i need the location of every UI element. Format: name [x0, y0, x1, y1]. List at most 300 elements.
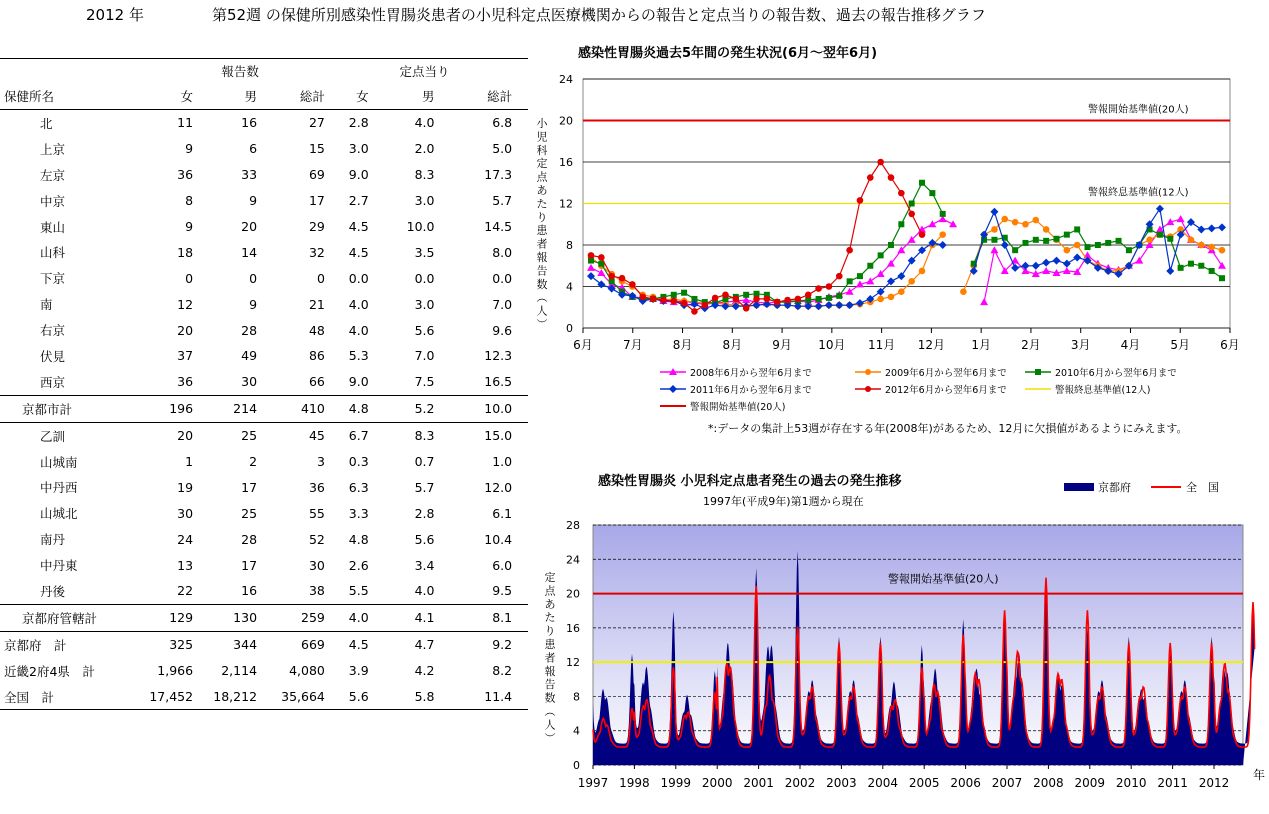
row-value: 6.7: [348, 428, 369, 444]
row-value: 86: [308, 348, 325, 364]
y-axis-label-char: 定: [544, 571, 556, 584]
y-axis-label-char: 点: [536, 170, 548, 184]
table-row: [0, 604, 528, 631]
table-row: [0, 265, 528, 291]
series-point: [909, 201, 915, 207]
series-point: [1074, 226, 1080, 232]
row-value: 2.8: [414, 505, 435, 521]
y-axis-label-char: 数: [536, 277, 548, 291]
table-row: [0, 578, 528, 604]
row-name: 北: [40, 115, 53, 131]
x-tick-label: 2005: [908, 776, 940, 790]
row-value: 17: [241, 479, 258, 495]
series-point: [939, 231, 946, 238]
series-point: [1085, 244, 1091, 250]
y-tick-label: 4: [573, 724, 580, 738]
series-point: [1095, 242, 1101, 248]
row-value: 3.5: [414, 244, 435, 260]
col-header-total: 総計: [271, 83, 331, 110]
row-value: 20: [177, 428, 194, 444]
row-value: 15.0: [484, 428, 513, 444]
chart-title: 感染性胃腸炎 小児科定点患者発生の過去の発生推移: [598, 474, 902, 489]
row-name: 西京: [40, 374, 66, 390]
series-point: [940, 211, 946, 217]
row-value: 5.5: [348, 583, 369, 599]
table-row: [0, 291, 528, 317]
table-row: [0, 317, 528, 343]
series-point: [898, 288, 905, 295]
row-name: 右京: [40, 323, 66, 339]
series-point: [671, 292, 677, 298]
x-tick-label: 1月: [971, 338, 991, 352]
series-point: [1001, 216, 1008, 223]
y-axis-label-char: 者: [544, 651, 556, 665]
table-row: [0, 214, 528, 240]
row-value: 12.3: [484, 348, 513, 364]
row-value: 196: [149, 395, 211, 422]
series-point: [919, 180, 925, 186]
row-value: 2.7: [348, 193, 369, 209]
row-value: 9: [249, 296, 258, 312]
row-value: 3.0: [414, 193, 435, 209]
row-value: 9.6: [492, 322, 513, 338]
row-value: 28: [241, 322, 258, 338]
series-point: [670, 298, 677, 305]
row-value: 18,212: [211, 684, 271, 710]
series-point: [743, 305, 750, 312]
series-point: [888, 174, 895, 181]
row-value: 13: [177, 557, 194, 573]
row-value: 15: [308, 141, 325, 157]
row-value: 52: [308, 531, 325, 547]
group-header-reports: 報告数: [149, 59, 331, 84]
row-value: 5.6: [331, 684, 393, 710]
y-tick-label: 16: [559, 156, 573, 169]
series-point: [1053, 236, 1059, 242]
row-value: 16.5: [484, 374, 513, 390]
row-value: 19: [177, 479, 194, 495]
y-axis-label-char: ︶: [536, 318, 548, 331]
series-point: [919, 231, 926, 238]
series-point: [929, 190, 935, 196]
series-point: [1167, 236, 1173, 242]
row-name: 乙訓: [40, 428, 66, 444]
y-tick-label: 24: [559, 73, 573, 86]
row-value: 4.0: [414, 115, 435, 131]
row-value: 3.9: [348, 663, 369, 679]
y-axis-label-char: ︵: [536, 291, 548, 305]
row-value: 9.5: [492, 583, 513, 599]
row-name: 下京: [40, 271, 66, 287]
x-tick-label: 6月: [1220, 338, 1240, 352]
series-point: [878, 252, 884, 258]
row-value: 4.1: [393, 604, 457, 631]
row-value: 45: [308, 428, 325, 444]
series-point: [1064, 247, 1071, 254]
row-value: 4.0: [348, 296, 369, 312]
x-tick-label: 2月: [1021, 338, 1041, 352]
row-name: 左京: [40, 167, 66, 183]
row-value: 8.3: [414, 167, 435, 183]
series-point: [836, 293, 842, 299]
reference-line-label: 警報開始基準値(20人): [888, 572, 999, 586]
report-table-grid: [0, 58, 528, 710]
y-axis-label-char: あ: [544, 597, 556, 611]
table-row: [0, 552, 528, 578]
row-value: 5.7: [414, 479, 435, 495]
x-axis-label: 年: [1253, 768, 1266, 782]
y-tick-label: 24: [566, 553, 580, 567]
row-value: 3.0: [414, 296, 435, 312]
series-point: [1208, 244, 1215, 251]
row-name: 京都府管轄計: [0, 604, 149, 631]
row-value: 3: [316, 454, 325, 470]
group-header-per-sentinel: 定点当り: [331, 59, 518, 84]
row-value: 5.3: [348, 348, 369, 364]
row-value: 30: [308, 557, 325, 573]
y-axis-label-char: 患: [536, 224, 548, 238]
series-point: [650, 296, 657, 303]
y-axis-label-char: 報: [536, 251, 548, 264]
row-value: 1.0: [492, 454, 513, 470]
col-header-total-rate: 総計: [456, 83, 518, 110]
table-row: [0, 631, 528, 657]
row-value: 8.3: [414, 428, 435, 444]
row-value: 38: [308, 583, 325, 599]
y-axis-label-char: 児: [536, 130, 548, 144]
series-point: [598, 254, 605, 261]
series-point: [1126, 247, 1132, 253]
series-point: [1012, 247, 1018, 253]
row-value: 6.3: [348, 479, 369, 495]
row-value: 129: [149, 604, 211, 631]
chart-footnote: *:データの集計上53週が存在する年(2008年)があるため、12月に欠損値があるようにみえます。: [708, 422, 1188, 435]
x-tick-label: 1997: [577, 776, 609, 790]
row-name: 山城北: [40, 506, 78, 522]
row-value: 32: [308, 244, 325, 260]
row-value: 69: [308, 167, 325, 183]
y-axis-label-char: 人: [536, 304, 548, 318]
row-name: 南丹: [40, 532, 66, 548]
row-value: 35,664: [271, 684, 331, 710]
series-point: [847, 278, 853, 284]
row-value: 16: [241, 583, 258, 599]
series-point: [660, 297, 667, 304]
y-tick-label: 0: [573, 759, 580, 772]
y-axis-label-char: 者: [536, 237, 548, 251]
series-point: [991, 237, 997, 243]
series-point: [836, 273, 843, 280]
title-year: 2012 年: [86, 6, 144, 24]
y-axis-label-char: あ: [536, 184, 548, 197]
row-name: 中丹西: [40, 480, 78, 496]
row-value: 0: [185, 270, 194, 286]
row-value: 4.0: [331, 604, 393, 631]
y-axis-label-char: り: [544, 624, 556, 638]
series-point: [1188, 237, 1195, 244]
row-value: 30: [241, 374, 258, 390]
table-row: [0, 369, 528, 395]
row-value: 4.0: [414, 583, 435, 599]
series-point: [1033, 217, 1040, 224]
legend-label: 警報開始基準値(20人): [690, 402, 786, 413]
series-point: [795, 296, 802, 303]
row-value: 4.5: [348, 244, 369, 260]
row-value: 4.5: [348, 219, 369, 234]
y-axis-label-char: 小: [536, 117, 548, 130]
row-value: 0: [316, 270, 325, 286]
row-value: 2: [249, 454, 258, 470]
row-value: 4.8: [348, 531, 369, 547]
row-value: 2.6: [348, 557, 369, 573]
row-value: 36: [308, 479, 325, 495]
series-point: [1219, 247, 1226, 254]
row-value: 6.1: [492, 505, 513, 521]
series-point: [908, 211, 915, 218]
row-value: 16: [241, 115, 258, 131]
series-point: [857, 197, 864, 204]
row-value: 0.0: [492, 270, 513, 286]
row-value: 12.0: [484, 479, 513, 495]
row-value: 4,080: [289, 663, 325, 679]
x-tick-label: 2009: [1074, 776, 1106, 790]
series-point: [1178, 265, 1184, 271]
y-axis-label-char: 人: [544, 718, 556, 732]
row-value: 4.2: [414, 663, 435, 679]
col-header-name: 保健所名: [0, 83, 149, 110]
y-axis-label-char: 点: [544, 584, 556, 598]
y-tick-label: 20: [566, 587, 580, 601]
row-value: 12: [177, 296, 194, 312]
row-value: 0: [249, 270, 258, 286]
y-tick-label: 8: [573, 690, 580, 704]
row-value: 6.0: [492, 557, 513, 573]
y-tick-label: 12: [559, 197, 573, 211]
table-row: [0, 500, 528, 526]
series-point: [753, 296, 760, 303]
row-value: 4.7: [414, 637, 435, 653]
row-value: 9: [185, 219, 194, 234]
x-tick-label: 12月: [917, 338, 946, 352]
series-point: [1064, 232, 1070, 238]
series-point: [898, 190, 905, 197]
chart-title: 感染性胃腸炎過去5年間の発生状況(6月～翌年6月): [578, 46, 878, 61]
y-axis-label-char: ︶: [544, 731, 556, 745]
series-point: [639, 294, 646, 301]
y-axis-label-char: 科: [536, 143, 548, 157]
row-value: 18: [177, 244, 194, 260]
x-tick-label: 2010: [1115, 776, 1147, 790]
y-axis-label-char: 告: [544, 678, 556, 692]
series-point: [1012, 219, 1019, 226]
row-value: 5.6: [414, 531, 435, 547]
table-row: [0, 449, 528, 475]
row-value: 8: [185, 193, 194, 209]
y-axis-label-char: 報: [544, 664, 556, 678]
table-row: [0, 422, 528, 448]
row-value: 36: [177, 374, 194, 390]
row-value: 410: [271, 395, 331, 422]
row-name: 中丹東: [40, 558, 78, 574]
series-point: [846, 247, 853, 254]
row-value: 0.0: [414, 270, 435, 286]
row-value: 22: [177, 583, 194, 599]
report-table: [0, 58, 528, 710]
table-row: [0, 110, 528, 136]
legend-marker: [865, 369, 871, 375]
series-point: [784, 297, 791, 304]
x-tick-label: 8月: [672, 338, 693, 352]
row-value: 6: [249, 141, 258, 157]
row-value: 0.0: [348, 270, 369, 286]
legend-label: 2012年6月から翌年6月まで: [885, 385, 1007, 396]
row-value: 11.4: [456, 684, 518, 710]
row-name: 中京: [40, 193, 66, 209]
row-value: 8.1: [456, 604, 518, 631]
series-point: [1219, 275, 1225, 281]
row-value: 9.0: [348, 374, 369, 390]
x-tick-label: 10月: [818, 338, 846, 352]
series-point: [1105, 240, 1111, 246]
row-value: 2.8: [348, 115, 369, 131]
table-row: [0, 343, 528, 369]
table-row: [0, 395, 528, 422]
table-row: [0, 658, 528, 684]
row-name: 山城南: [40, 454, 78, 470]
series-point: [1146, 237, 1153, 244]
row-value: 325: [169, 637, 194, 653]
series-point: [619, 275, 626, 282]
series-point: [1209, 268, 1215, 274]
row-value: 5.0: [492, 141, 513, 157]
x-tick-label: 2007: [991, 776, 1023, 790]
series-point: [629, 281, 636, 288]
series-point: [608, 273, 615, 280]
series-point: [712, 295, 719, 302]
col-header-male: 男: [211, 83, 271, 110]
row-value: 48: [308, 322, 325, 338]
row-value: 21: [308, 296, 325, 312]
y-tick-label: 28: [566, 519, 580, 532]
series-point: [991, 226, 998, 233]
series-point: [805, 292, 812, 299]
col-header-female: 女: [149, 83, 211, 110]
legend-marker: [1035, 369, 1041, 375]
series-point: [588, 252, 595, 259]
row-value: 17.3: [484, 167, 513, 183]
row-value: 14: [241, 244, 258, 260]
row-value: 5.2: [393, 395, 457, 422]
series-point: [1033, 237, 1039, 243]
legend-label: 2008年6月から翌年6月まで: [690, 368, 812, 379]
row-value: 9: [185, 141, 194, 157]
row-value: 5.6: [414, 322, 435, 338]
legend-swatch: [1064, 483, 1094, 491]
series-point: [816, 296, 822, 302]
series-point: [857, 273, 863, 279]
x-tick-label: 9月: [772, 338, 792, 352]
row-value: 130: [211, 604, 271, 631]
series-point: [743, 292, 749, 298]
series-point: [898, 221, 904, 227]
x-tick-label: 11月: [867, 338, 896, 352]
row-value: 20: [177, 322, 194, 338]
row-name: 伏見: [40, 348, 66, 364]
table-group-header-row: [0, 59, 528, 84]
page-title: [0, 4, 1269, 28]
row-value: 0.3: [348, 454, 369, 470]
row-value: 11: [177, 115, 194, 131]
row-value: 669: [301, 637, 325, 653]
row-value: 9.0: [348, 167, 369, 183]
row-value: 14.5: [484, 219, 513, 234]
row-value: 20: [241, 219, 258, 234]
row-value: 28: [241, 531, 258, 547]
table-row: [0, 239, 528, 265]
y-tick-label: 0: [566, 322, 573, 335]
row-value: 10.0: [456, 395, 518, 422]
row-name: 東山: [40, 219, 66, 235]
historical-trend-chart: [530, 462, 1269, 814]
x-tick-label: 3月: [1070, 338, 1091, 352]
row-value: 3.3: [348, 505, 369, 521]
row-name: 京都市計: [0, 395, 149, 422]
y-tick-label: 20: [559, 114, 573, 128]
x-tick-label: 2000: [701, 776, 733, 790]
x-tick-label: 2001: [743, 776, 774, 790]
y-axis-label-char: り: [536, 210, 548, 224]
x-tick-label: 7月: [622, 338, 643, 352]
row-value: 30: [177, 505, 194, 521]
row-value: 17: [308, 193, 325, 209]
y-axis-label-char: 患: [544, 638, 556, 651]
series-point: [919, 268, 926, 275]
x-tick-label: 2012: [1198, 776, 1230, 790]
series-point: [774, 299, 781, 306]
row-value: 3.0: [348, 141, 369, 157]
row-value: 17: [241, 557, 258, 573]
row-value: 66: [308, 374, 325, 390]
chart-subtitle: 1997年(平成9年)第1週から現在: [703, 495, 864, 508]
series-point: [877, 159, 884, 166]
series-point: [1043, 238, 1049, 244]
y-axis-label-char: 数: [544, 691, 556, 705]
x-tick-label: 2004: [867, 776, 899, 790]
series-point: [1074, 242, 1081, 249]
row-value: 0.7: [414, 454, 435, 470]
y-axis-label-char: ︵: [544, 705, 556, 718]
series-point: [733, 296, 740, 303]
x-tick-label: 2008: [1033, 776, 1064, 790]
row-value: 6.8: [492, 115, 513, 131]
row-value: 33: [241, 167, 258, 183]
row-value: 55: [308, 505, 325, 521]
row-value: 2,114: [221, 663, 258, 679]
row-name: 山科: [40, 245, 66, 261]
y-tick-label: 8: [566, 239, 573, 252]
series-point: [877, 296, 884, 303]
title-main: 第52週 の保健所別感染性胃腸炎患者の小児科定点医療機関からの報告と定点当りの報告数、過去の報告推移グラフ: [212, 6, 986, 24]
row-value: 5.8: [393, 684, 457, 710]
row-value: 17,452: [149, 684, 211, 710]
series-point: [1198, 242, 1205, 249]
legend-marker: [669, 385, 677, 393]
x-tick-label: 6月: [573, 338, 593, 352]
series-point: [701, 302, 708, 309]
table-column-header-row: [0, 83, 528, 110]
row-value: 3.4: [414, 557, 435, 573]
series-point: [867, 263, 873, 269]
